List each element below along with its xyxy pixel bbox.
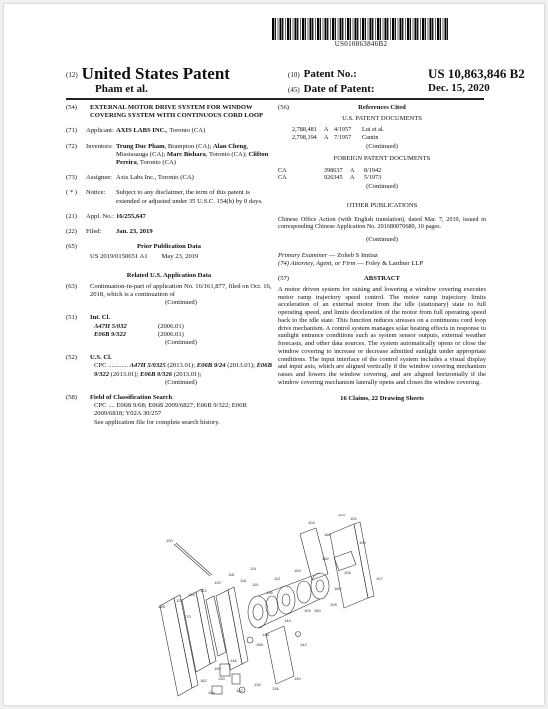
barcode-bar [350,18,351,40]
reference-kind: A [350,166,355,174]
foreign-reference-row [278,174,486,181]
cpc-year: (2013.01); [172,370,202,378]
abstract-title: ABSTRACT [364,274,400,282]
barcode-bar [280,18,282,40]
barcode-bar [437,18,439,40]
ipc-row [90,323,272,331]
reference-no: 398637 [324,166,343,174]
barcode-bar [428,18,429,40]
barcode-bar [345,18,346,40]
foreign-references-list [278,167,486,182]
field-label: Assignee: [86,174,113,182]
barcode-bar [353,18,354,40]
continued-note: (Continued) [165,299,197,307]
cpc-code: E06B 9/326 [139,370,173,378]
reference-numeral: 132 [236,688,243,693]
field-num: (21) [66,212,77,220]
applicant-name: AXIS LABS INC. [116,127,167,135]
header-rule [66,98,484,100]
right-column [278,104,486,403]
barcode-bar [398,18,399,40]
continued-note: (Continued) [366,236,398,244]
examiner-name: — Zoheb S Imtiaz [327,252,378,260]
barcode-bar [275,18,276,40]
field-56 [278,104,486,112]
barcode-bar [310,18,312,40]
cpc-year: (2013.01); [165,362,197,370]
barcode-bar [290,18,291,40]
patent-page [4,4,544,705]
us-reference-row [278,134,486,141]
reference-numeral: 144 [284,618,291,623]
reference-numeral: 103 [338,514,345,517]
barcode-bar [297,18,298,40]
barcode-bar [357,18,358,40]
field-label: Filed: [86,228,102,236]
barcode-bar [317,18,319,40]
code-45: (45) [288,86,300,94]
left-column [66,104,272,434]
barcode-bar [305,18,306,40]
barcode-bar [315,18,316,40]
field-21 [66,213,272,221]
field-notice [66,189,272,205]
barcode-bar [293,18,294,40]
other-publications-title: OTHER PUBLICATIONS [346,201,418,209]
barcode-bar [415,18,417,40]
reference-numeral: 102 [350,516,357,521]
date-of-patent-line [288,82,490,95]
reference-numeral: 110 [252,582,259,587]
reference-no: 926345 [324,174,343,182]
barcode-bar [323,18,324,40]
barcode-bar [308,18,309,40]
reference-name: Lui et al. [362,126,385,134]
barcode-bar [355,18,357,40]
barcode-bar [420,18,421,40]
ipc-year: (2006.01) [158,330,184,338]
cpc-code: E06B 9/322 [94,362,272,378]
barcode-bar [435,18,436,40]
patent-date: Dec. 15, 2020 [428,82,490,94]
field-num: (58) [66,394,77,402]
barcode-bar [338,18,339,40]
reference-numeral: 114 [250,566,257,571]
reference-numeral: 162 [200,678,207,683]
barcode-bar [392,18,394,40]
cpc-code: A47H 5/0325 [129,362,166,370]
patent-number: US 10,863,846 B2 [428,66,525,81]
reference-numeral: 118 [228,572,235,577]
reference-numeral: 150 [214,666,221,671]
continued-note: (Continued) [165,339,197,347]
reference-numeral: 109 [304,608,311,613]
examiner-label: Primary Examiner [278,252,328,260]
ipc-row [90,331,272,339]
barcode-bar [432,18,433,40]
us-patent-documents-title: U.S. PATENT DOCUMENTS [342,115,422,123]
barcode-image [272,18,448,40]
inventor-name: Marc Bishara [166,150,206,158]
reference-numeral: 140 [294,676,301,681]
barcode-bar [405,18,406,40]
barcode-bar [422,18,424,40]
reference-numeral: 156 [266,590,273,595]
field-num: (57) [278,274,289,282]
continued-note: (Continued) [165,378,197,386]
barcode-bar [383,18,384,40]
barcode-bar [417,18,418,40]
representative-drawing [154,514,384,704]
application-number: 16/255,647 [116,212,146,220]
reference-date: 5/1973 [364,174,382,182]
barcode-bar [387,18,388,40]
barcode-bar [285,18,286,40]
field-label: Inventors: [86,142,113,150]
reference-numeral: 104 [308,520,315,525]
barcode-bar [445,18,447,40]
barcode-bar [447,18,448,40]
reference-numeral: 148 [230,658,237,663]
field-label: Appl. No.: [86,212,115,220]
patent-number-line [288,66,525,81]
barcode-bar [425,18,426,40]
reference-numeral: 108 [330,602,337,607]
barcode-bar [312,18,313,40]
barcode-bar [407,18,409,40]
ipc-code: A47H 5/032 [94,322,127,330]
barcode-bar [302,18,304,40]
barcode-bar [413,18,414,40]
inventor-location: , Toronto (CA); [205,150,249,158]
us-reference-row [278,126,486,133]
barcode-bar [347,18,349,40]
continued-note: (Continued) [366,183,398,191]
reference-numeral: 126 [176,598,183,603]
barcode-bar [325,18,327,40]
barcode-bar [300,18,301,40]
continued-note: (Continued) [366,143,398,151]
reference-numeral: 142 [300,642,307,647]
reference-numeral: 166 [334,586,341,591]
inventor-location: , Toronto (CA) [136,159,176,167]
patent-title-line [66,64,230,84]
reference-numeral: 120 [214,580,221,585]
field-num: (65) [66,243,77,251]
field-num: ( * ) [66,189,77,197]
field-num: (71) [66,127,77,135]
filed-date: Jan. 23, 2019 [116,228,153,236]
field-label: Notice: [86,189,106,197]
reference-kind: A [324,126,329,134]
reference-date: 7/1957 [334,133,352,141]
notice-text: Subject to any disclaimer, the term of this patent is extended or adjusted under 35 U.S.C. 154(b) by 0 days. [116,189,263,205]
ipc-code: E06B 9/322 [94,330,127,338]
barcode-bar [340,18,342,40]
barcode-bar [368,18,369,40]
barcode-bar [400,18,402,40]
barcode-bar [375,18,376,40]
abstract-text: A motor driven system for raising and lowering a window covering executes motor ramp trajectory speed control. The motor ramp trajectory limits acceleration of an external motor from the idle (stationary) state to full operating speed, and limits deceleration of the motor from full operating speed back to the idle state. This function reduces stresses on a continuous cord loop drive mechanism. A control system manages solar heating effects in response to sunlight entrance conditions such as system sensor outputs, external weather forecasts, and other data sources. The system automatically opens or close the window covering to increase or decrease admitted sunlight under appropriate conditions. The input interface of the control system includes a visual display and input axis, which are aligned vertically if the window covering mechanism raises and lowers the window covering, and are aligned horizontally if the window covering mechanism laterally opens and closes the window covering. [278,285,486,386]
code-12: (12) [66,71,78,80]
inventor-name: Clifton Pereira [116,150,269,167]
other-publication-text: Chinese Office Action (with English translation), dated Mar. 7, 2019, issued in corresponding Chinese Application No. 201680070680, 10 pages. [278,215,486,231]
reference-kind: A [350,174,355,182]
inventor-name: Alan Cheng [212,142,247,150]
reference-numeral: 128 [158,604,165,609]
field-63 [66,283,272,308]
us-references-list [278,126,486,141]
field-num: (73) [66,174,77,182]
reference-numeral: 107 [376,576,383,581]
barcode-bar [287,18,289,40]
inventor-location: , Brampton (CA); [164,142,212,150]
barcode-bar [440,18,441,40]
barcode-bar [390,18,391,40]
reference-numeral: 136 [272,686,279,691]
reference-numeral: 158 [256,642,263,647]
assignee: Axis Labs Inc., Toronto (CA) [116,174,194,182]
prior-publication-number: US 2019/0150651 A1 [90,253,148,261]
barcode-bar [372,18,373,40]
reference-numeral: 106 [344,570,351,575]
field-58 [66,394,272,427]
reference-numeral: 170 [184,614,191,619]
field-51 [66,314,272,347]
invention-title: EXTERNAL MOTOR DRIVE SYSTEM FOR WINDOW COVERING SYSTEM WITH CONTINUOUS CORD LOOP [90,104,263,120]
reference-cc: CA [278,174,287,182]
field-num: (22) [66,228,77,236]
barcode-bar [430,18,432,40]
classification-search-cpc: CPC .... E06B 9/68; E06B 2009/6827; E06B 9/322; E06B 2009/6818; Y02A 30/257 [94,402,247,418]
barcode-bar [360,18,361,40]
reference-numeral: 146 [262,632,269,637]
barcode-bar [320,18,321,40]
reference-name: Cantin [362,133,379,141]
field-num: (52) [66,354,77,362]
reference-numeral: 164 [208,690,215,695]
reference-no: 2,798,194 [292,133,317,141]
reference-numeral: 168 [324,532,331,537]
field-num: (51) [66,314,77,322]
publication-number-text: US010863846B2 [334,40,388,48]
patent-no-label: Patent No.: [303,68,357,80]
foreign-reference-row [278,167,486,174]
reference-numeral: 130 [218,676,225,681]
reference-numeral: 122 [200,588,207,593]
field-num: (72) [66,142,77,150]
claims-count: 16 Claims, 22 Drawing Sheets [340,394,424,402]
field-num: (56) [278,104,289,111]
barcode-bar [402,18,403,40]
reference-numeral: 152 [322,556,329,561]
barcode-bar [342,18,343,40]
barcode-bar [370,18,372,40]
field-num: (54) [66,104,77,111]
cpc-year: (2013.01); [109,370,140,378]
field-num: (63) [66,282,77,290]
barcode-bar [335,18,336,40]
prior-publication-date: May 23, 2019 [161,253,199,261]
inventor-location: , Mississauga (CA); [116,142,249,158]
field-71 [66,127,272,135]
reference-kind: A [324,133,329,141]
related-application-title: Related U.S. Application Data [126,271,212,279]
barcode-bar [362,18,364,40]
field-73 [66,174,272,182]
barcode-bar [332,18,334,40]
field-65 [66,243,272,261]
code-10: (10) [288,71,300,79]
attorney-label: (74) Attorney, Agent, or Firm [278,260,356,268]
reference-numeral: 100 [166,538,173,543]
ipc-year: (2006.01) [158,322,184,330]
field-label: U.S. Cl. [90,354,112,362]
reference-date: 8/1942 [364,166,382,174]
field-54 [66,104,272,120]
foreign-patent-documents-title: FOREIGN PATENT DOCUMENTS [333,155,431,163]
primary-examiner [278,252,486,260]
barcode-bar [385,18,387,40]
continuation-text: Continuation-in-part of application No. 16/161,877, filed on Oct. 16, 2018, which is a continuation of [90,282,272,299]
reference-date: 4/1957 [334,126,352,134]
barcode-bar [330,18,331,40]
date-label: Date of Patent: [303,83,375,95]
field-label: Int. Cl. [90,314,110,322]
barcode-bar [380,18,381,40]
search-history-note: See application file for complete search history. [94,418,220,426]
references-cited-title: References Cited [358,104,406,111]
field-72 [66,143,272,168]
prior-publication-title: Prior Publication Data [137,243,201,251]
cpc-code: E06B 9/24 [196,362,226,370]
abstract-heading [278,275,486,283]
reference-numeral: 160 [314,608,321,613]
reference-numeral: 154 [294,568,301,573]
reference-numeral: 105 [359,540,366,545]
reference-numeral: 112 [274,576,281,581]
field-52 [66,354,272,387]
barcode-bar [365,18,366,40]
reference-numeral: 124 [188,592,195,597]
barcode-bar [272,18,274,40]
inventor-name: Trung Duc Pham [116,142,165,150]
reference-numeral: 134 [254,682,261,687]
barcode-bar [282,18,283,40]
patent-type-title: United States Patent [81,64,230,83]
barcode-bar [395,18,396,40]
attorney [278,260,486,268]
reference-no: 2,788,481 [292,126,317,134]
reference-numeral: 116 [240,578,247,583]
applicant-location: , Toronto (CA) [166,127,206,135]
barcode-bar [410,18,411,40]
field-label: Applicant: [86,127,114,135]
barcode-bar [443,18,444,40]
cpc-label: CPC ............ [94,362,128,370]
barcode-bar [377,18,379,40]
cpc-year: (2013.01); [225,362,257,370]
inventor-short: Pham et al. [95,83,148,95]
barcode-bar [327,18,328,40]
field-22 [66,228,272,236]
barcode-bar [278,18,279,40]
field-label: Field of Classification Search [90,394,173,402]
barcode-bar [295,18,297,40]
reference-cc: CA [278,166,287,174]
attorney-name: — Foley & Lardner LLP [355,260,423,268]
